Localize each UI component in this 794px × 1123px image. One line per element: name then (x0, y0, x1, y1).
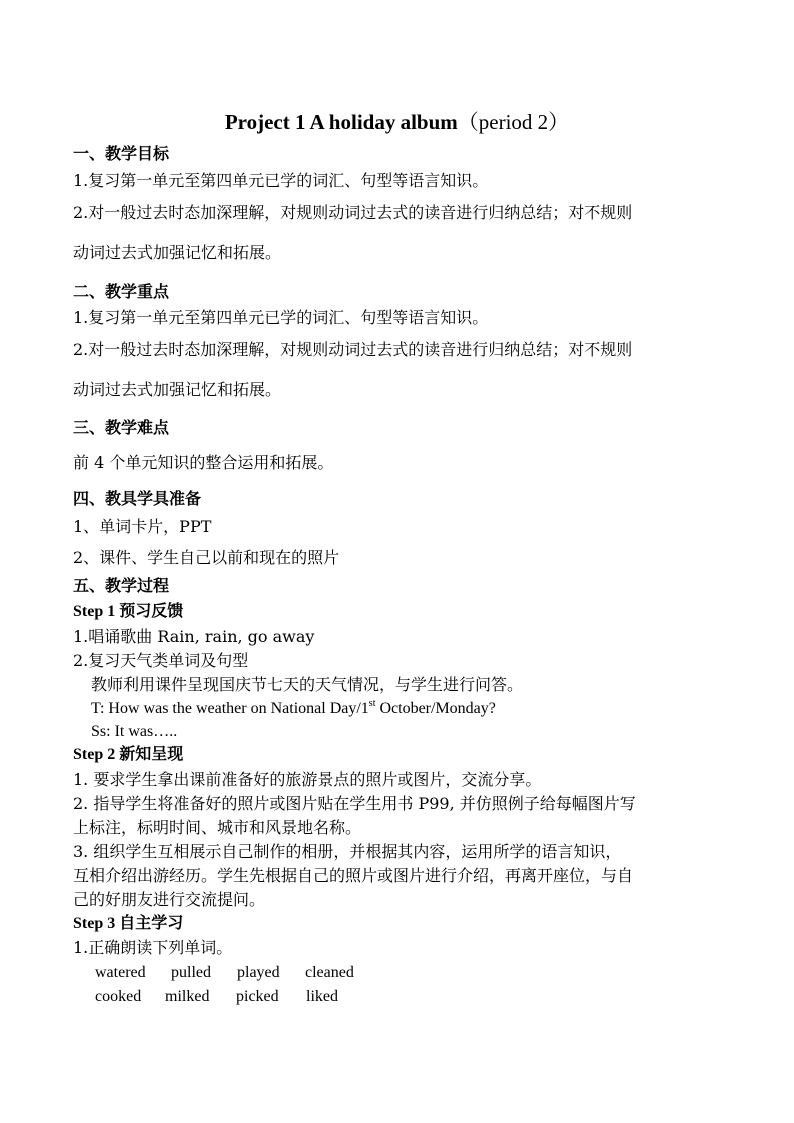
title-main: Project 1 A holiday album (224, 110, 458, 134)
difficulties-item-1: 前 4 个单元知识的整合运用和拓展。 (73, 453, 334, 472)
step-2-line-2a: 2. 指导学生将准备好的照片或图片贴在学生用书 P99, 并仿照例子给每幅图片写 (73, 794, 636, 813)
ordinal-suffix: st (368, 697, 376, 709)
section-heading-materials: 四、教具学具准备 (73, 489, 202, 508)
step-2-line-3a: 3. 组织学生互相展示自己制作的相册，并根据其内容，运用所学的语言知识， (73, 842, 622, 861)
section-heading-difficulties: 三、教学难点 (73, 418, 170, 437)
step-2-line-2b: 上标注，标明时间、城市和风景地名称。 (73, 818, 362, 837)
word-item: milked (165, 988, 210, 1005)
word-item: played (237, 964, 280, 981)
objectives-item-2-line-1: 2.对一般过去时态加深理解，对规则动词过去式的读音进行归纳总结；对不规则 (73, 203, 633, 222)
step-2-line-1: 1. 要求学生拿出课前准备好的旅游景点的照片或图片，交流分享。 (73, 770, 542, 789)
objectives-item-2-line-2: 动词过去式加强记忆和拓展。 (73, 243, 282, 262)
word-row-2 (95, 986, 338, 1007)
section-heading-objectives: 一、教学目标 (73, 144, 170, 163)
step-1-line-2: 2.复习天气类单词及句型 (73, 651, 249, 670)
dialogue-teacher-text-end: October/Monday? (375, 700, 496, 717)
word-item: watered (95, 964, 146, 981)
section-heading-key-points: 二、教学重点 (73, 282, 170, 301)
step-1-dialogue-teacher (91, 699, 496, 719)
step-1-heading: Step 1 预习反馈 (73, 603, 184, 620)
word-item: pulled (171, 964, 211, 981)
step-1-line-3: 教师利用课件呈现国庆节七天的天气情况，与学生进行问答。 (91, 675, 524, 694)
section-heading-process: 五、教学过程 (73, 576, 170, 595)
title-period: （period 2） (457, 110, 570, 134)
word-item: cleaned (305, 964, 354, 981)
materials-item-1: 1、单词卡片，PPT (73, 517, 212, 536)
document-title (0, 106, 794, 136)
step-1-line-1: 1.唱诵歌曲 Rain, rain, go away (73, 627, 315, 646)
step-2-line-3b: 互相介绍出游经历。学生先根据自己的照片或图片进行介绍，再离开座位，与自 (73, 866, 634, 885)
word-item: cooked (95, 988, 142, 1005)
materials-item-2: 2、课件、学生自己以前和现在的照片 (73, 548, 340, 567)
word-item: picked (236, 988, 279, 1005)
step-2-line-3c: 己的好朋友进行交流提问。 (73, 890, 266, 909)
word-row-1 (95, 962, 354, 983)
word-item: liked (306, 988, 338, 1005)
key-points-item-2-line-2: 动词过去式加强记忆和拓展。 (73, 380, 282, 399)
objectives-item-1: 1.复习第一单元至第四单元已学的词汇、句型等语言知识。 (73, 171, 489, 190)
step-3-line-1: 1.正确朗读下列单词。 (73, 938, 233, 957)
step-3-heading: Step 3 自主学习 (73, 915, 184, 932)
key-points-item-1: 1.复习第一单元至第四单元已学的词汇、句型等语言知识。 (73, 308, 489, 327)
step-1-dialogue-students: Ss: It was….. (91, 723, 178, 740)
key-points-item-2-line-1: 2.对一般过去时态加深理解，对规则动词过去式的读音进行归纳总结；对不规则 (73, 340, 633, 359)
step-2-heading: Step 2 新知呈现 (73, 746, 184, 763)
dialogue-teacher-text: T: How was the weather on National Day/1 (91, 700, 369, 717)
